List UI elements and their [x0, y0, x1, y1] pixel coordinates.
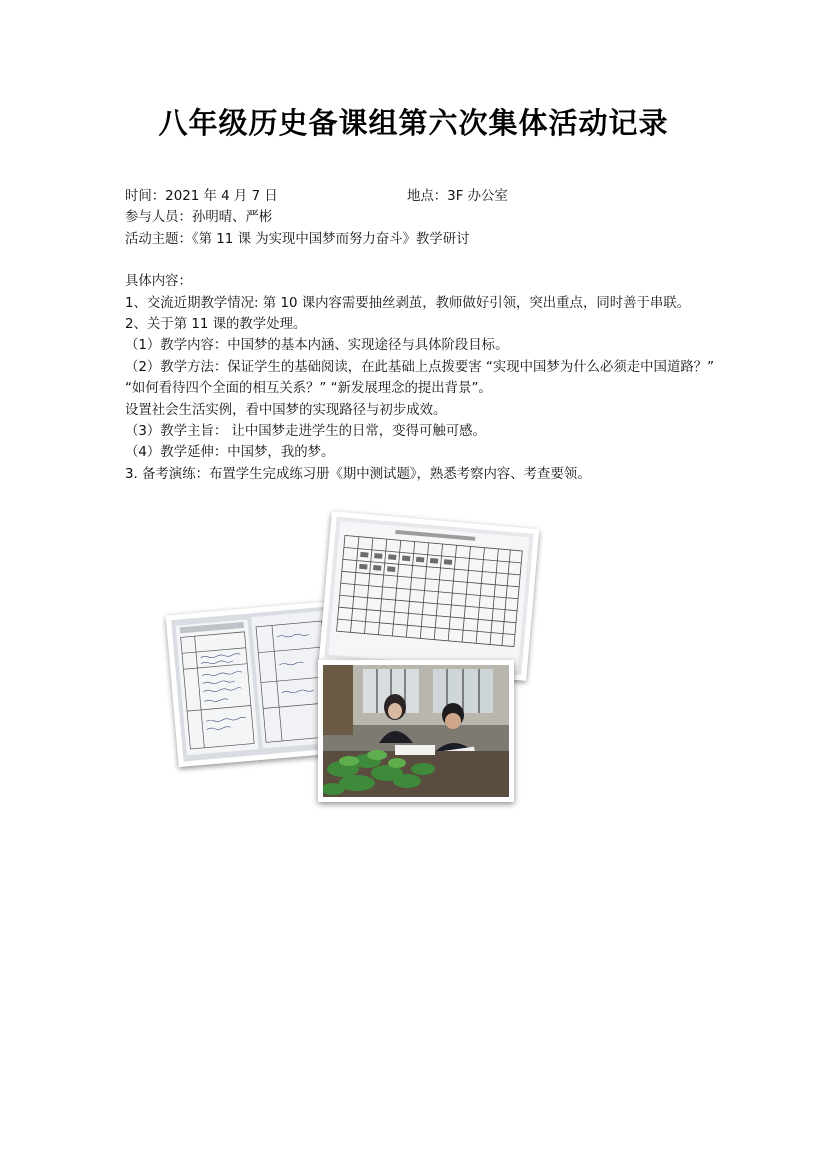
content-sub-2-extra: 设置社会生活实例，看中国梦的实现路径与初步成效。: [125, 402, 447, 418]
content-heading: 具体内容：: [125, 274, 192, 290]
place-line: 地点：3F 办公室: [407, 189, 508, 204]
lesson-plan-image: [171, 606, 341, 761]
grid-form-image: [324, 517, 534, 676]
spacer: [125, 250, 715, 271]
time-place-row: [125, 186, 715, 207]
teachers-image: [323, 665, 509, 797]
content-item-2: 2、关于第 11 课的教学处理。: [125, 317, 307, 333]
photo-lesson-plan: [166, 601, 347, 767]
content-item-1: 1、交流近期教学情况: 第 10 课内容需要抽丝剥茧，教师做好引领，突出重点，同时善于串联。: [125, 295, 691, 311]
content-sub-4: （4）教学延伸：中国梦，我的梦。: [125, 445, 335, 461]
record-body: [125, 186, 715, 485]
content-sub-3: （3）教学主旨： 让中国梦走进学生的日常，变得可触可感。: [125, 424, 486, 440]
participants-line: 参与人员：孙明晴、严彬: [125, 210, 273, 226]
theme-line: 活动主题：《第 11 课 为实现中国梦而努力奋斗》教学研讨: [125, 231, 470, 247]
content-item-3: 3. 备考演练：布置学生完成练习册《期中测试题》，熟悉考察内容、考查要领。: [125, 466, 591, 482]
time-line: 时间：2021 年 4 月 7 日: [125, 189, 278, 204]
content-sub-2: （2）教学方法：保证学生的基础阅读，在此基础上点拨要害 “实现中国梦为什么必须走中国道路？” “如何看待四个全面的相互关系？” “新发展理念的提出背景”。: [125, 359, 715, 397]
photo-teachers: [318, 660, 514, 802]
content-sub-1: （1）教学内容：中国梦的基本内涵、实现途径与具体阶段目标。: [125, 338, 509, 354]
photo-grid-form: [319, 511, 539, 681]
page-title: 八年级历史备课组第六次集体活动记录: [158, 106, 669, 140]
